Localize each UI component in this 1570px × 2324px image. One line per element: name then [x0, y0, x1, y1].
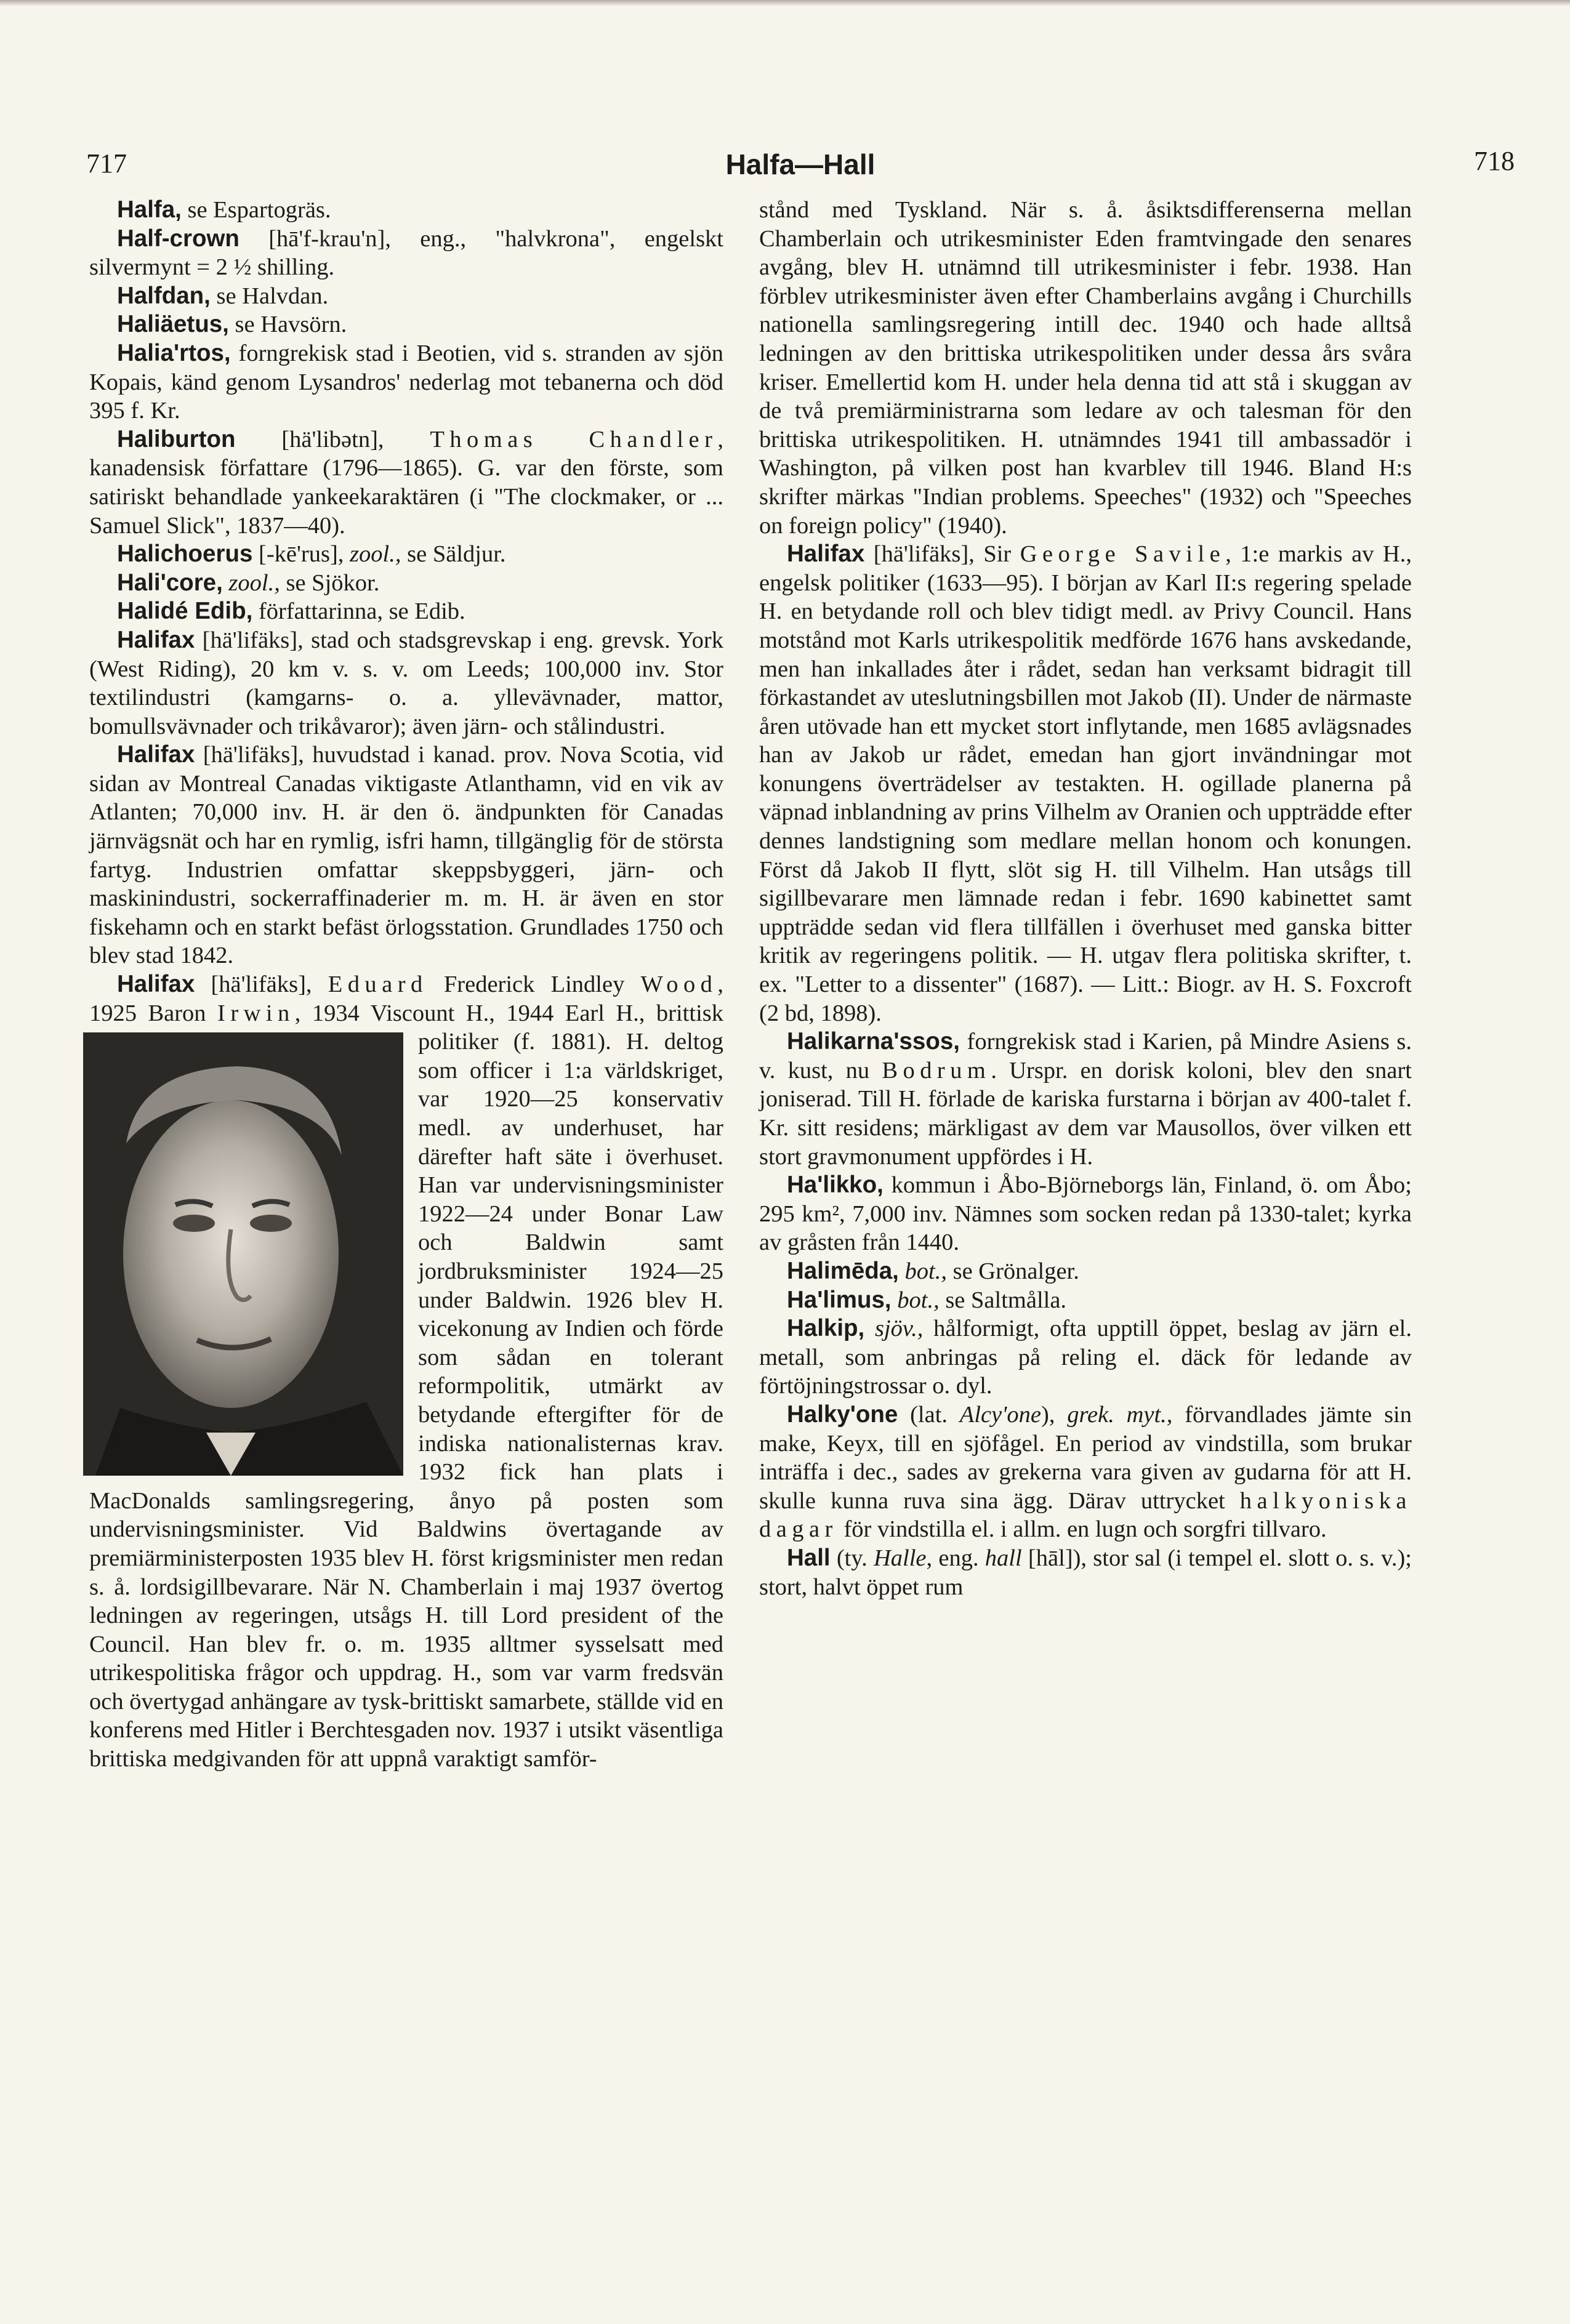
entry-halicore [89, 569, 723, 598]
entry-halfdan [89, 282, 723, 311]
abbrev: zool., [222, 569, 280, 596]
headword: Halkip, [787, 1315, 865, 1342]
headword: Ha'likko, [787, 1172, 884, 1199]
spaced-term: halkyoniska dagar [759, 1487, 1412, 1543]
entry-text: [-kē'rus], [252, 541, 350, 568]
headword: Halia'rtos, [117, 339, 231, 366]
headword: Halfdan, [117, 282, 211, 309]
entry-halifax-savile [759, 540, 1412, 1027]
entry-text: se Saltmålla. [939, 1287, 1067, 1313]
entry-text: Frederick Lindley [427, 971, 641, 998]
entry-text: [hä'lifäks], huvudstad i kanad. prov. Nova Scotia, vid sidan av Montreal Canadas viktigaste Atlanthamn, vid en vik av Atlanten; 70,000 inv. H. är den ö. ändpunkten för Canadas järnvägsnät och har en rymlig, isfri hamn, tillgänglig för de största fartyg. Industrien omfattar skeppsbyggeri, järn- och maskinindustri, sockerraffinaderier m. m. H. är även en stor fiskehamn och en starkt befäst örlogsstation. Grundlades 1750 och blev stad 1842. [89, 742, 723, 969]
headword: Halifax [117, 741, 195, 768]
abbrev: grek. myt., [1067, 1401, 1173, 1428]
headword: Halimēda, [787, 1257, 899, 1284]
portrait-photo-icon [83, 1032, 403, 1476]
headword: Hali'core, [117, 569, 223, 596]
spaced-name: Thomas Chandler [430, 426, 718, 452]
page-number-right: 718 [1474, 146, 1515, 176]
entry-text: forngrekisk stad i Karien, på Mindre Asiens s. v. kust, nu [759, 1029, 1412, 1084]
entry-halichoerus [89, 540, 723, 569]
entry-text: se Sjökor. [280, 569, 380, 596]
headword: Halky'one [787, 1401, 898, 1428]
entry-text: , eng. [926, 1545, 985, 1571]
italic-term: hall [984, 1545, 1022, 1571]
entry-text: , kanadensisk författare (1796—1865). G. var den förste, som satiriskt behandlade yankeekaraktären (i "The clockmaker, or ... Samuel Slick", 1837—40). [89, 426, 723, 539]
entry-halide-edib [89, 597, 723, 626]
headword: Haliäetus, [117, 311, 229, 338]
abbrev: bot., [891, 1287, 940, 1313]
entry-halimeda [759, 1257, 1412, 1286]
entry-text: se Halvdan. [210, 283, 329, 309]
headword: Halidé Edib, [117, 598, 253, 625]
scan-edge [0, 0, 1570, 6]
spaced-name: Irwin [217, 1000, 295, 1026]
entry-text: [hä'libətn], [235, 426, 430, 452]
left-column [89, 196, 723, 1774]
entry-halifax-canada [89, 741, 723, 970]
page-header [86, 148, 1515, 191]
entry-text: , 1934 Viscount H., 1944 Earl H., brittisk politiker (f. 1881). [294, 1000, 723, 1055]
entry-text: författarinna, se Edib. [252, 598, 465, 625]
entry-text: se Espartogräs. [181, 197, 331, 223]
entry-text: kommun i Åbo-Björneborgs län, Finland, ö. om Åbo; 295 km², 7,000 inv. Nämnes som socken redan på 1330-talet; kyrka av gråsten från 1440. [759, 1172, 1412, 1256]
abbrev: sjöv., [864, 1316, 924, 1342]
entry-text: se Säldjur. [401, 541, 506, 568]
entry-text: hålformigt, ofta upptill öppet, beslag av järn el. metall, som anbringas på reling el. däck för ledande av förtöjningstrossar o. dyl. [759, 1316, 1412, 1399]
entry-text: [hä'lifäks], stad och stadsgrevskap i eng. grevsk. York (West Riding), 20 km v. s. v. om Leeds; 100,000 inv. Stor textilindustri (kamgarns- o. a. yllevävnader, mattor, bomullsvävnader och trikåvaror); även järn- och stålindustri. [89, 627, 723, 739]
entry-text: (lat. [898, 1401, 960, 1428]
headword: Halikarna'ssos, [787, 1028, 960, 1055]
entry-text: stånd med Tyskland. När s. å. åsiktsdifferenserna mellan Chamberlain och utrikesminister Eden framtvingade den senares avgång, blev H. utnämnd till utrikesminister i febr. 1938. Han förblev utrikesminister även efter Chamberlains avgång i Churchills nationella samlingsregering intill dec. 1940 och hade alltså ledningen av den brittiska utrikespolitiken under dessa års svåra kriser. Emellertid kom H. under hela denna tid att stå i skuggan av de två premiärministrarna som ledare av och talesman för den brittiska utrikespolitiken. H. utnämndes 1941 till ambassadör i Washington, på vilken post han kvarblev till 1946. Bland H:s skrifter märkas "Indian problems. Speeches" (1932) och "Speeches on foreign policy" (1940). [759, 197, 1412, 539]
headword: Haliburton [117, 425, 236, 452]
entry-text: , 1925 Baron [89, 971, 724, 1026]
entry-haliburton [89, 425, 723, 540]
entry-text: se Havsörn. [228, 312, 347, 338]
entry-text: , 1:e markis av H., engelsk politiker (1633—95). I början av Karl II:s regering spelade H. en betydande roll och blev tidigt medl. av Privy Council. Hans motstånd mot Karls utrikespolitik medförde 1676 hans avskedande, men han inkallades åter i rådet, sedan han verksamt bidragit till förkastandet av uteslutningsbillen mot Jakob (II). Under de närmaste åren utövade han ett mycket stort inflytande, men 1685 avlägsnades han av Jakob ur rådet, emedan han gjort invändningar mot konungens överträdelser av testakten. H. ogillade planerna på väpnad inblandning av prins Vilhelm av Oranien och uppträdde efter dennes landstigning som medlare mellan honom och konungen. Först då Jakob II flytt, slöt sig H. till Vilhelm. Han utsågs till sigillbevarare men lämnade redan i febr. 1690 kabinettet samt uppträdde sedan vid flera tillfällen i överhuset med ganska bitter kritik av regeringens politik. — H. utgav flera politiska skrifter, t. ex. "Letter to a dissenter" (1687). — Litt.: Biogr. av H. S. Foxcroft (2 bd, 1898). [759, 541, 1412, 1026]
spaced-name: Eduard [328, 971, 428, 998]
entry-text: ), [1041, 1401, 1068, 1428]
headword: Halifax [787, 541, 865, 568]
headword: Ha'limus, [787, 1286, 892, 1313]
entry-haliaetus [89, 310, 723, 339]
entry-text: för vindstilla el. i allm. en lugn och sorgfri tillvaro. [837, 1516, 1327, 1543]
headword: Halfa, [117, 196, 182, 223]
entry-text: . Urspr. en dorisk koloni, blev den snart joniserad. Till H. förlade de kariska furstarna i början av 400-talet f. Kr. sitt residens; märkligast av dem var Mausollos, över vilken ett stort gravmonument uppfördes i H. [759, 1057, 1412, 1170]
abbrev: bot., [898, 1258, 947, 1284]
abbrev: zool., [350, 541, 401, 568]
entry-text: H. deltog som officer i 1:a världskriget, var 1920—25 konservativ medl. av underhuset, har därefter haft säte i överhuset. Han var undervisningsminister 1922—24 under Bonar Law och Baldwin samt jordbruksminister 1924—25 under Baldwin. 1926 blev H. vicekonung av Indien och förde som sådan en tolerant reformpolitik, utmärkt av betydande eftergifter för de indiska nationalisternas krav. 1932 fick han plats i MacDonalds samlingsregering, ånyo på posten som undervisningsminister. Vid Baldwins övertagande av premiärministerposten 1935 blev H. först krigsminister men redan s. å. lordsigillbevarare. När N. Chamberlain i maj 1937 övertog ledningen av regeringen, utsågs H. till Lord president of the Council. Han blev fr. o. m. 1935 alltmer sysselsatt med utrikespolitiska frågor och uppdrag. H., som var varm fredsvän och övertygad anhängare av tysk-brittiskt samarbete, ställde vid en konferens med Hitler i Berchtesgaden nov. 1937 i utsikt väsentliga brittiska medgivanden för att uppnå varaktigt samför- [89, 1029, 723, 1772]
headword: Half-crown [117, 225, 240, 252]
italic-term: Alcy'one [959, 1401, 1042, 1428]
spaced-name: Bodrum [882, 1057, 991, 1084]
spaced-name: George Savile [1020, 541, 1226, 568]
entry-text: se Grönalger. [946, 1258, 1079, 1284]
entry-text: forngrekisk stad i Beotien, vid s. stranden av sjön Kopais, känd genom Lysandros' nederlag mot tebanerna och död 395 f. Kr. [89, 340, 723, 424]
entry-text: (ty. [830, 1545, 874, 1571]
entry-haliartos [89, 339, 723, 425]
page-number-left: 717 [86, 148, 127, 179]
entry-halifax-wood [89, 970, 723, 1774]
running-head: Halfa—Hall [725, 148, 876, 180]
right-column [759, 196, 1412, 1601]
entry-text: [hāl]), stor sal (i tempel el. slott o. s. v.); stort, halvt öppet rum [759, 1545, 1412, 1600]
entry-halkyone [759, 1401, 1412, 1544]
headword: Hall [787, 1544, 831, 1571]
entry-text: [hä'lifäks], Sir [864, 541, 1020, 568]
entry-half-crown [89, 225, 723, 282]
entry-halfa [89, 196, 723, 225]
entry-halikko [759, 1171, 1412, 1257]
entry-text: [hā'f-krau'n], eng., "halvkrona", engelskt silvermynt = 2 ½ shilling. [89, 225, 723, 281]
headword: Halifax [117, 971, 195, 998]
entry-halimus [759, 1286, 1412, 1315]
entry-hall [759, 1544, 1412, 1601]
headword: Halichoerus [117, 541, 253, 568]
entry-text: [hä'lifäks], [195, 971, 328, 998]
entry-continuation [759, 196, 1412, 540]
italic-term: Halle [873, 1545, 927, 1571]
spaced-name: Wood [640, 971, 718, 998]
headword: Halifax [117, 626, 195, 653]
entry-halkip [759, 1314, 1412, 1401]
entry-halifax-england [89, 626, 723, 741]
entry-halikarnassos [759, 1027, 1412, 1171]
entry-text: förvandlades jämte sin make, Keyx, till en sjöfågel. En period av vindstilla, som brukar inträffa i dec., sades av grekerna vara given av gudarna för att H. skulle kunna ruva sina ägg. Därav uttrycket [759, 1401, 1412, 1514]
